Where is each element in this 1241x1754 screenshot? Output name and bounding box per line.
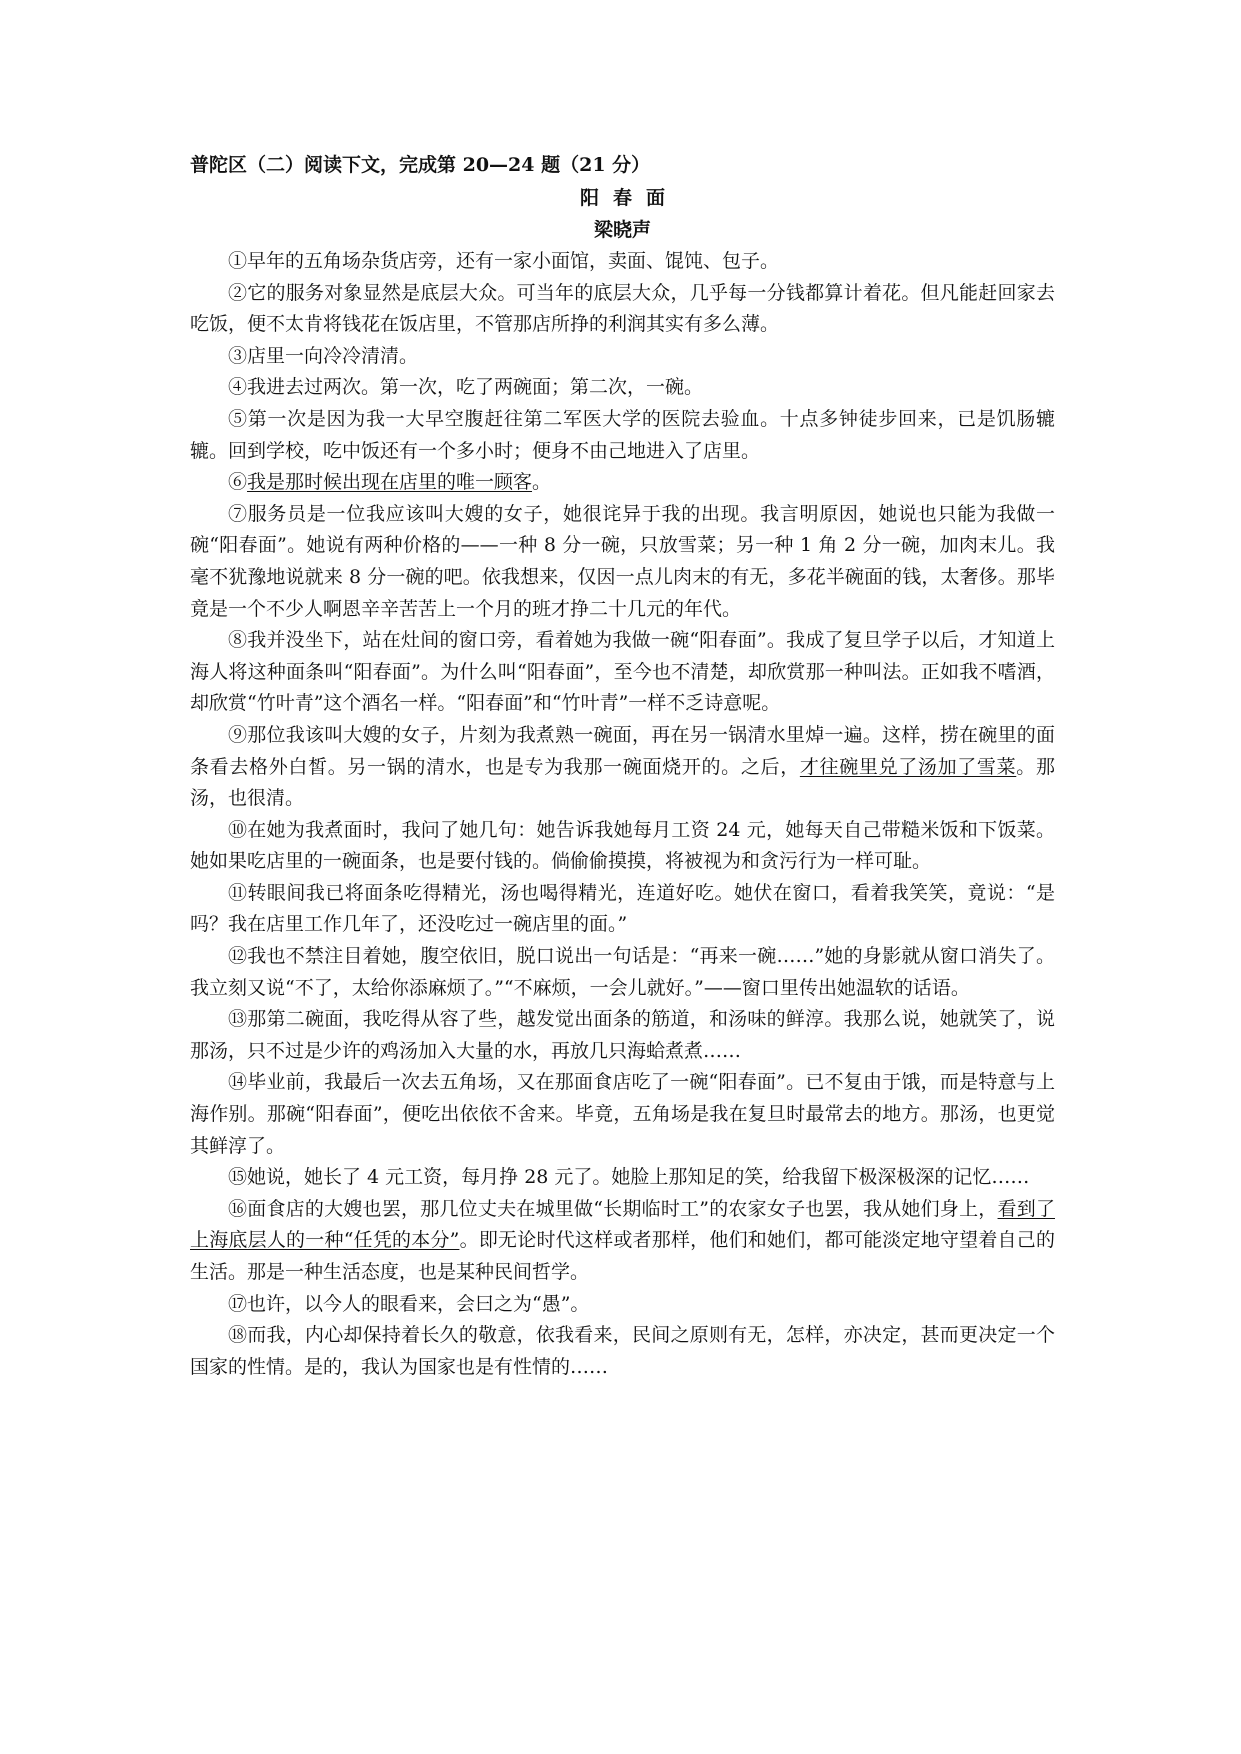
paragraph [190, 404, 1055, 467]
section-heading: 普陀区（二）阅读下文，完成第 20—24 题（21 分） [190, 154, 651, 176]
paragraph [190, 1289, 1055, 1321]
paragraph-text-tail: 。那汤，也很清。 [190, 755, 1055, 810]
paragraph-text: ③店里一向冷冷清清。 [228, 344, 419, 367]
paragraph [190, 372, 1055, 404]
paragraph [190, 341, 1055, 373]
paragraph [190, 878, 1055, 941]
paragraph [190, 815, 1055, 878]
paragraph-text: ⑪转眼间我已将面条吃得精光，汤也喝得精光，连道好吃。她伏在窗口，看着我笑笑，竟说：“是吗？我在店里工作几年了，还没吃过一碗店里的面。” [190, 881, 1055, 936]
article-paragraphs [190, 246, 1055, 1383]
paragraph-text-tail: 。 [532, 471, 552, 494]
paragraph-text: ⑤第一次是因为我一大早空腹赶往第二军医大学的医院去验血。十点多钟徒步回来，已是饥肠辘辘。回到学校，吃中饭还有一个多小时；便身不由己地进入了店里。 [190, 407, 1055, 462]
paragraph [190, 278, 1055, 341]
paragraph-text: ④我进去过两次。第一次，吃了两碗面；第二次，一碗。 [228, 376, 704, 399]
paragraph-text: ⑨那位我该叫大嫂的女子，片刻为我煮熟一碗面，再在另一锅清水里焯一遍。这样，捞在碗里的面条看去格外白皙。另一锅的清水，也是专为我那一碗面烧开的。之后， [190, 723, 1055, 778]
paragraph [190, 720, 1055, 815]
paragraph [190, 467, 1055, 499]
paragraph-text: ⑧我并没坐下，站在灶间的窗口旁，看着她为我做一碗“阳春面”。我成了复旦学子以后，才知道上海人将这种面条叫“阳春面”。为什么叫“阳春面”，至今也不清楚，却欣赏那一种叫法。正如我不嗜酒，却欣赏“竹叶青”这个酒名一样。“阳春面”和“竹叶青”一样不乏诗意呢。 [190, 629, 1055, 715]
paragraph [190, 941, 1055, 1004]
article-title: 阳春面 [579, 187, 679, 209]
paragraph-text: ②它的服务对象显然是底层大众。可当年的底层大众，几乎每一分钱都算计着花。但凡能赶回家去吃饭，便不太肯将钱花在饭店里，不管那店所挣的利润其实有多么薄。 [190, 281, 1055, 336]
paragraph-text: ①早年的五角场杂货店旁，还有一家小面馆，卖面、馄饨、包子。 [228, 250, 780, 272]
article-author: 梁晓声 [593, 219, 651, 241]
paragraph [190, 1067, 1055, 1162]
document-body [190, 150, 1055, 1383]
paragraph [190, 625, 1055, 720]
paragraph-text: ⑭毕业前，我最后一次去五角场，又在那面食店吃了一碗“阳春面”。已不复由于饿，而是特意与上海作别。那碗“阳春面”，便吃出依依不舍来。毕竟，五角场是我在复旦时最常去的地方。那汤，也更觉其鲜淳了。 [190, 1071, 1055, 1157]
paragraph-text: ⑰也许，以今人的眼看来，会曰之为“愚”。 [228, 1292, 590, 1315]
paragraph [190, 1320, 1055, 1383]
paragraph [190, 246, 1055, 278]
underlined-text: 看到了上海底层人的一种“任凭的本分” [190, 1197, 1055, 1252]
paragraph [190, 1162, 1055, 1194]
paragraph-text: ⑫我也不禁注目着她，腹空依旧，脱口说出一句话是：“再来一碗……”她的身影就从窗口消失了。我立刻又说“不了，太给你添麻烦了。”“不麻烦，一会儿就好。”——窗口里传出她温软的话语。 [190, 945, 1055, 999]
paragraph-text: ⑯面食店的大嫂也罢，那几位丈夫在城里做“长期临时工”的农家女子也罢，我从她们身上， [228, 1197, 998, 1220]
paragraph-text: ⑱而我，内心却保持着长久的敬意，依我看来，民间之原则有无，怎样，亦决定，甚而更决定一个国家的性情。是的，我认为国家也是有性情的…… [190, 1324, 1055, 1378]
paragraph [190, 1004, 1055, 1067]
paragraph [190, 499, 1055, 625]
paragraph-text: ⑥ [228, 471, 248, 494]
paragraph-text: ⑮她说，她长了 4 元工资，每月挣 28 元了。她脸上那知足的笑，给我留下极深极深的记忆…… [228, 1166, 1030, 1189]
underlined-text: 才往碗里兑了汤加了雪菜 [799, 755, 1017, 778]
paragraph-text: ⑦服务员是一位我应该叫大嫂的女子，她很诧异于我的出现。我言明原因，她说也只能为我做一碗“阳春面”。她说有两种价格的——一种 8 分一碗，只放雪菜；另一种 1 角 2 分一碗，加肉末儿。我毫不犹豫地说就来 8 分一碗的吧。依我想来，仅因一点儿肉末的有无，多花半碗面的钱，太奢侈。那毕竟是一个不少人啊恩辛辛苦苦上一个月的班才挣二十几元的年代。 [190, 502, 1055, 620]
paragraph-text: ⑬那第二碗面，我吃得从容了些，越发觉出面条的筋道，和汤味的鲜淳。我那么说，她就笑了，说那汤，只不过是少许的鸡汤加入大量的水，再放几只海蛤煮煮…… [190, 1008, 1055, 1062]
paragraph-text: ⑩在她为我煮面时，我问了她几句：她告诉我她每月工资 24 元，她每天自己带糙米饭和下饭菜。她如果吃店里的一碗面条，也是要付钱的。倘偷偷摸摸，将被视为和贪污行为一样可耻。 [190, 818, 1055, 873]
paragraph [190, 1194, 1055, 1289]
paragraph-text-tail: 。即无论时代这样或者那样，他们和她们，都可能淡定地守望着自己的生活。那是一种生活态度，也是某种民间哲学。 [190, 1229, 1055, 1283]
underlined-text: 我是那时候出现在店里的唯一顾客 [247, 471, 533, 494]
